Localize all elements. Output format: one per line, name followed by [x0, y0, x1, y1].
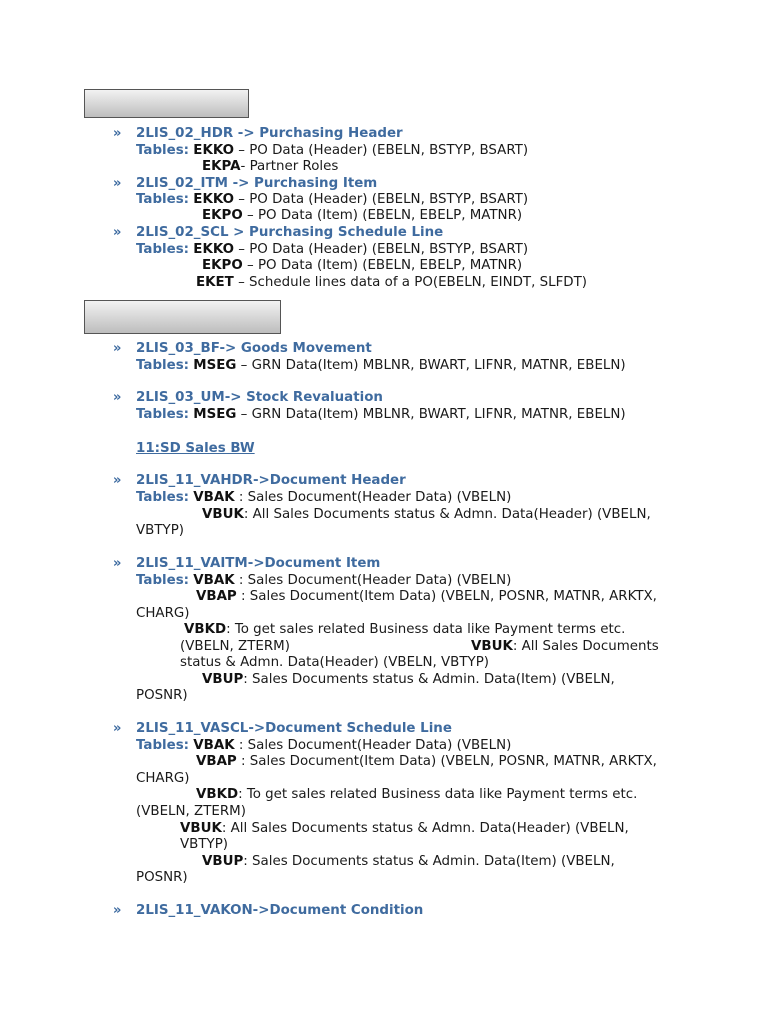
extractor-2lis-02-itm[interactable]: 2LIS_02_ITM -> Purchasing Item [136, 176, 378, 191]
table-line [196, 787, 637, 803]
section-11-title[interactable]: 11:SD Sales BW [136, 441, 255, 456]
table-line [202, 672, 615, 688]
table-desc: – PO Data (Item) (EBELN, EBELP, MATNR) [242, 258, 523, 273]
extractor-2lis-03-bf[interactable]: 2LIS_03_BF-> Goods Movement [136, 341, 372, 356]
tables-line [136, 573, 511, 589]
table-ekko: EKKO [193, 143, 234, 158]
table-eket: EKET [196, 275, 234, 290]
table-desc: : To get sales related Business data like Payment terms etc. [226, 622, 626, 637]
table-desc: : Sales Documents status & Admin. Data(Item) (VBELN, [243, 672, 615, 687]
table-line [202, 258, 522, 274]
table-vbak: VBAK [193, 738, 235, 753]
table-desc: – PO Data (Header) (EBELN, BSTYP, BSART) [233, 192, 529, 207]
table-desc-cont: (VBELN, ZTERM) [180, 639, 290, 654]
bullet: » [113, 126, 122, 141]
table-line [202, 507, 651, 523]
table-ekpo: EKPO [202, 208, 243, 223]
tables-line [136, 490, 511, 506]
table-desc-cont: CHARG) [136, 606, 190, 621]
table-ekko: EKKO [193, 242, 234, 257]
bullet: » [113, 341, 122, 356]
bullet: » [113, 721, 122, 736]
table-ekpo: EKPO [202, 258, 243, 273]
tables-line [136, 143, 528, 159]
bullet: » [113, 225, 122, 240]
table-line [196, 589, 657, 605]
table-desc: : All Sales Documents [512, 639, 659, 654]
extractor-2lis-11-vascl[interactable]: 2LIS_11_VASCL->Document Schedule Line [136, 721, 452, 736]
extractor-2lis-02-scl[interactable]: 2LIS_02_SCL > Purchasing Schedule Line [136, 225, 444, 240]
tables-label: Tables: [136, 573, 190, 588]
table-desc: - Partner Roles [240, 159, 339, 174]
extractor-2lis-02-hdr[interactable]: 2LIS_02_HDR -> Purchasing Header [136, 126, 403, 141]
table-desc-cont: POSNR) [136, 870, 188, 885]
table-vbuk: VBUK [471, 639, 513, 654]
table-line [202, 208, 522, 224]
table-desc-cont: (VBELN, ZTERM) [136, 804, 246, 819]
table-desc: : All Sales Documents status & Admn. Data(Header) (VBELN, [243, 507, 651, 522]
table-vbkd: VBKD [184, 622, 227, 637]
extractor-2lis-03-um[interactable]: 2LIS_03_UM-> Stock Revaluation [136, 390, 383, 405]
table-line [202, 854, 615, 870]
table-desc-cont: status & Admn. Data(Header) (VBELN, VBTYP) [180, 655, 490, 670]
table-desc: – GRN Data(Item) MBLNR, BWART, LIFNR, MATNR, EBELN) [236, 358, 626, 373]
table-desc: : All Sales Documents status & Admn. Data(Header) (VBELN, [221, 821, 629, 836]
table-line [196, 275, 587, 291]
table-mseg: MSEG [193, 407, 237, 422]
table-desc: : To get sales related Business data like Payment terms etc. [238, 787, 638, 802]
table-desc: – PO Data (Header) (EBELN, BSTYP, BSART) [233, 143, 529, 158]
tables-label: Tables: [136, 192, 190, 207]
bullet: » [113, 176, 122, 191]
bullet: » [113, 903, 122, 918]
extractor-2lis-11-vaitm[interactable]: 2LIS_11_VAITM->Document Item [136, 556, 381, 571]
tables-label: Tables: [136, 143, 190, 158]
table-desc-cont: CHARG) [136, 771, 190, 786]
tables-label: Tables: [136, 738, 190, 753]
table-desc: – GRN Data(Item) MBLNR, BWART, LIFNR, MATNR, EBELN) [236, 407, 626, 422]
tables-line [136, 242, 528, 258]
table-mseg: MSEG [193, 358, 237, 373]
tables-line [136, 407, 626, 423]
table-desc-cont: POSNR) [136, 688, 188, 703]
table-line [202, 159, 338, 175]
table-vbkd: VBKD [196, 787, 239, 802]
table-line [471, 639, 659, 655]
table-desc: : Sales Document(Item Data) (VBELN, POSNR, MATNR, ARKTX, [236, 589, 657, 604]
table-desc: – PO Data (Item) (EBELN, EBELP, MATNR) [242, 208, 523, 223]
table-vbuk: VBUK [202, 507, 244, 522]
table-desc: : Sales Documents status & Admin. Data(Item) (VBELN, [243, 854, 615, 869]
extractor-2lis-11-vahdr[interactable]: 2LIS_11_VAHDR->Document Header [136, 473, 406, 488]
table-desc: : Sales Document(Header Data) (VBELN) [234, 490, 512, 505]
table-vbap: VBAP [196, 589, 237, 604]
tables-label: Tables: [136, 490, 190, 505]
table-vbak: VBAK [193, 490, 235, 505]
table-desc: : Sales Document(Item Data) (VBELN, POSNR, MATNR, ARKTX, [236, 754, 657, 769]
extractor-2lis-11-vakon[interactable]: 2LIS_11_VAKON->Document Condition [136, 903, 424, 918]
table-desc: : Sales Document(Header Data) (VBELN) [234, 738, 512, 753]
tables-line [136, 358, 626, 374]
table-vbuk: VBUK [180, 821, 222, 836]
table-desc: – Schedule lines data of a PO(EBELN, EINDT, SLFDT) [233, 275, 587, 290]
table-line [180, 821, 629, 837]
table-vbak: VBAK [193, 573, 235, 588]
bullet: » [113, 556, 122, 571]
table-vbup: VBUP [202, 854, 244, 869]
table-ekko: EKKO [193, 192, 234, 207]
bullet: » [113, 390, 122, 405]
table-vbap: VBAP [196, 754, 237, 769]
tables-label: Tables: [136, 407, 190, 422]
tables-label: Tables: [136, 242, 190, 257]
table-line [196, 754, 657, 770]
tables-line [136, 192, 528, 208]
table-line [184, 622, 625, 638]
table-ekpa: EKPA [202, 159, 241, 174]
section-header-box-02 [84, 89, 249, 118]
table-desc-cont: VBTYP) [136, 523, 185, 538]
tables-label: Tables: [136, 358, 190, 373]
table-desc-cont: VBTYP) [180, 837, 229, 852]
bullet: » [113, 473, 122, 488]
section-header-box-03 [84, 300, 281, 334]
table-desc: – PO Data (Header) (EBELN, BSTYP, BSART) [233, 242, 529, 257]
tables-line [136, 738, 511, 754]
table-vbup: VBUP [202, 672, 244, 687]
table-desc: : Sales Document(Header Data) (VBELN) [234, 573, 512, 588]
